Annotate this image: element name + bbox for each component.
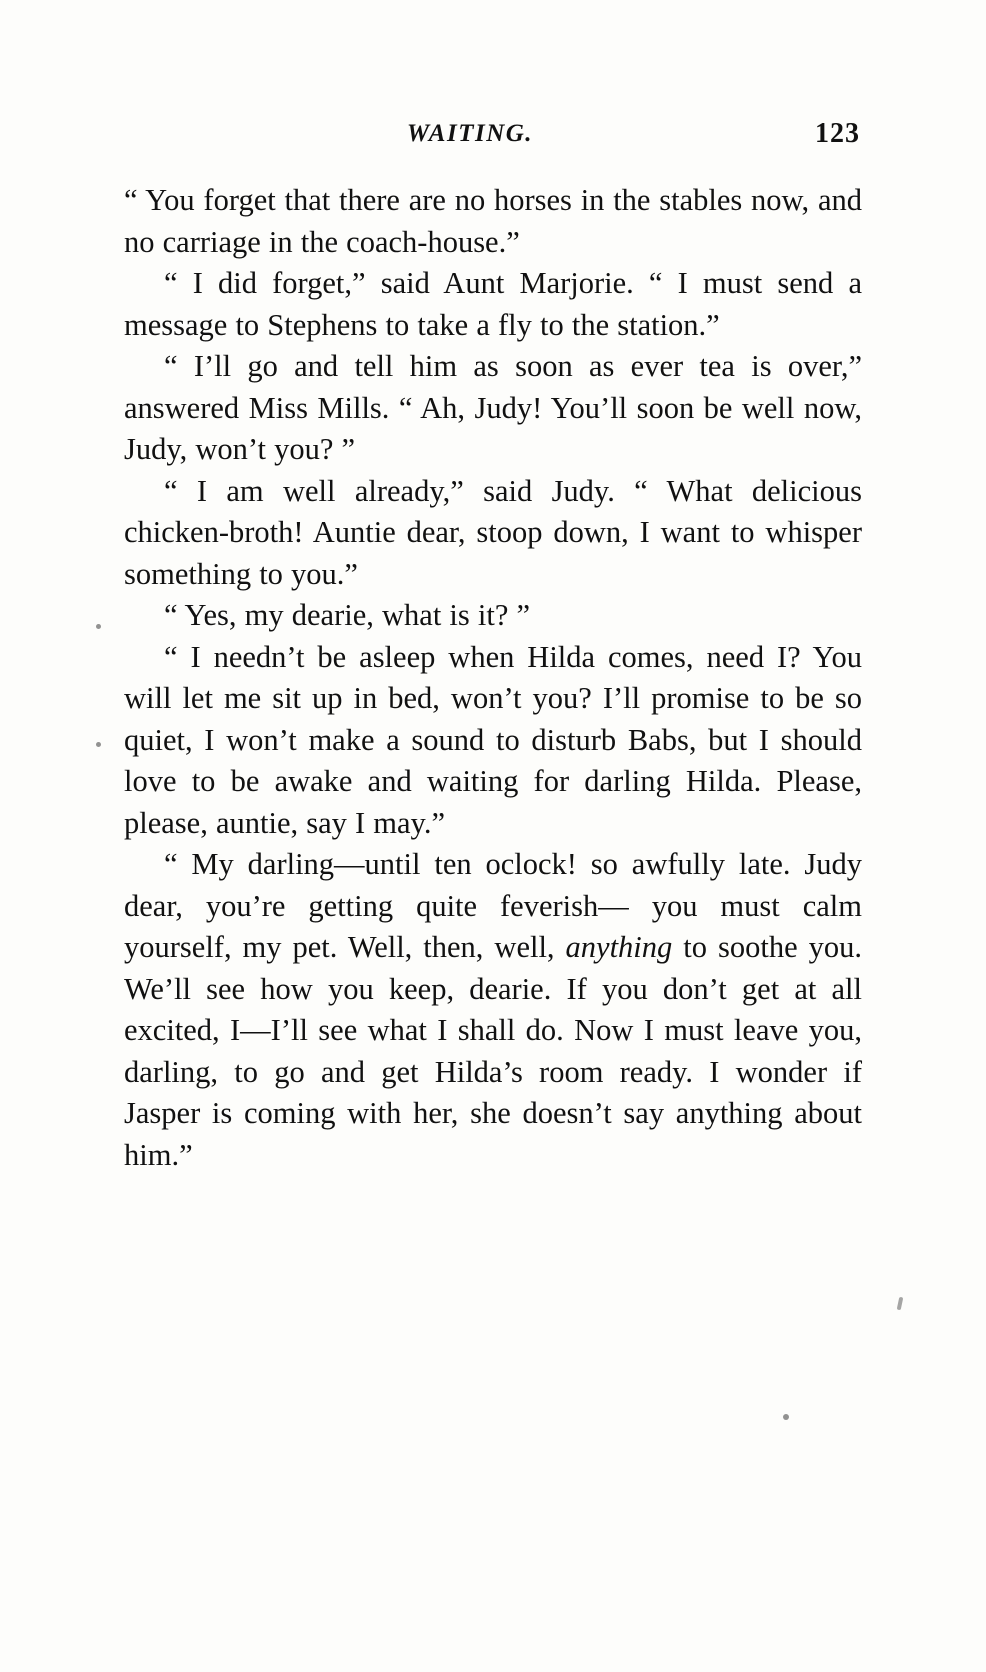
page-number: 123 (815, 118, 860, 149)
paragraph: “ You forget that there are no horses in the stables now, and no carriage in the coach-house.” (124, 183, 862, 259)
paragraph-text-before-emphasis: “ My darling—until ten oclock! so awfully late. Judy dear, you’re getting quite feverish— you must calm yourself, my pet. Well, then, well, (124, 847, 862, 964)
paragraph: “ I needn’t be asleep when Hilda comes, need I? You will let me sit up in bed, won’t you? I’ll promise to be so quiet, I won’t make a sound to disturb Babs, but I should love to be awake and waiting for darling Hilda. Please, please, auntie, say I may.” (124, 639, 862, 840)
paragraph: “ I’ll go and tell him as soon as ever tea is over,” answered Miss Mills. “ Ah, Judy! You’ll soon be well now, Judy, won’t you? ” (124, 349, 862, 466)
paragraph: “ I am well already,” said Judy. “ What delicious chicken-broth! Auntie dear, stoop down, I want to whisper something to you.” (124, 473, 862, 591)
paragraph: “ Yes, my dearie, what is it? ” (164, 598, 531, 632)
page-header (125, 120, 860, 160)
paragraph-with-emphasis (124, 844, 862, 1176)
body-text (124, 180, 862, 1176)
scan-speck (783, 1414, 789, 1420)
running-title: WAITING. (406, 120, 534, 147)
scan-speck (897, 1297, 904, 1311)
paragraph: “ I did forget,” said Aunt Marjorie. “ I must send a message to Stephens to take a fly to the station.” (124, 266, 862, 342)
emphasized-word: anything (565, 930, 673, 964)
scan-speck (96, 742, 101, 747)
scan-speck (96, 624, 101, 629)
paragraph-text-after-emphasis: to soothe you. We’ll see how you keep, dearie. If you don’t get at all excited, I—I’ll see what I shall do. Now I must leave you, darling, to go and get Hilda’s room ready. I wonder if Jasper is coming with her, she doesn’t say anything about him.” (124, 930, 862, 1172)
